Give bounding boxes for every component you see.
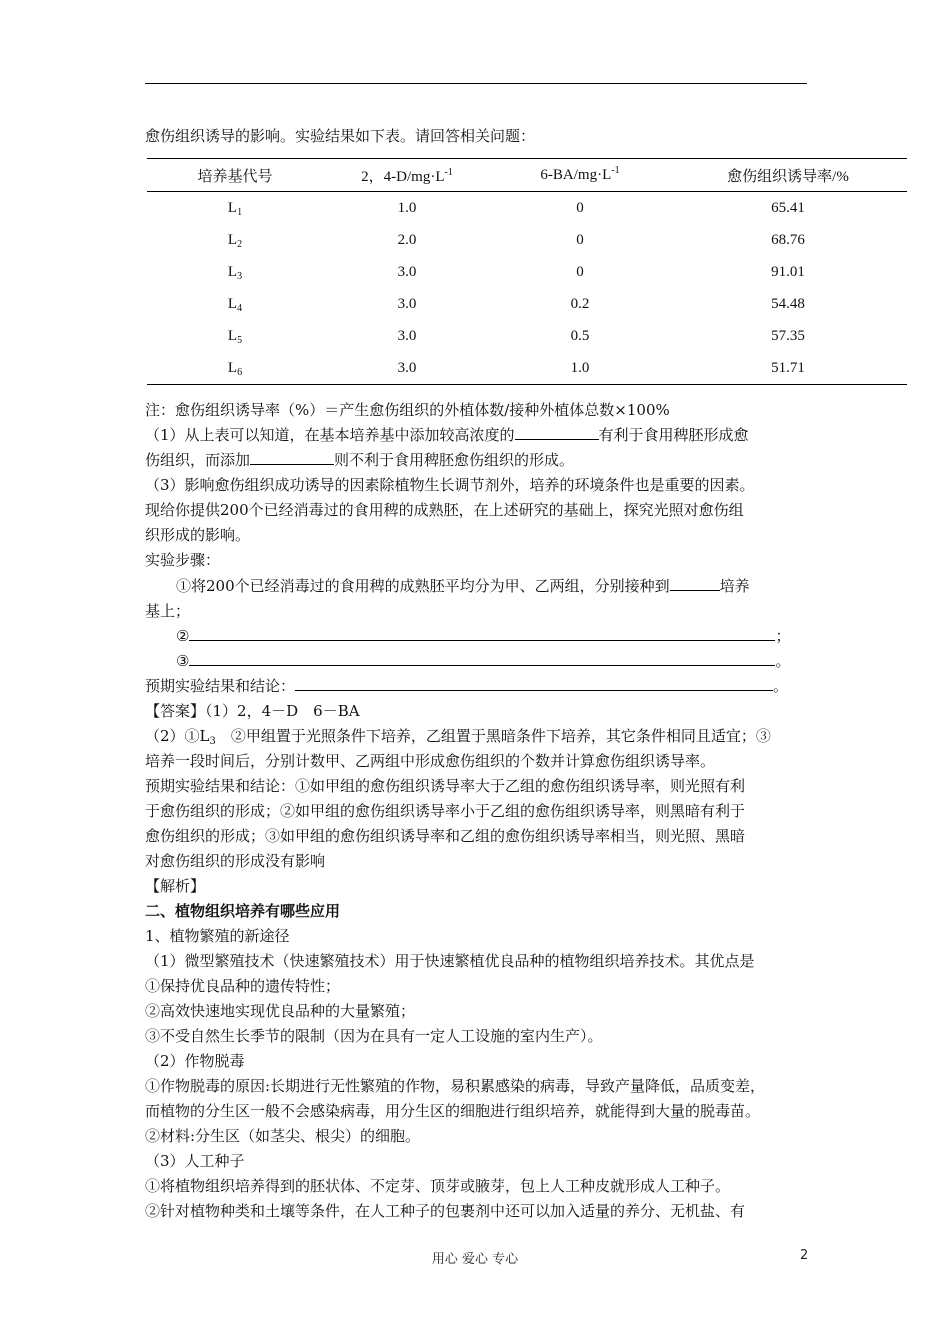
question-3-line: （3）影响愈伤组织成功诱导的因素除植物生长调节剂外，培养的环境条件也是重要的因素。 [145, 476, 755, 494]
answer-predict-line: 愈伤组织的形成；③如甲组的愈伤组织诱导率和乙组的愈伤组织诱导率相当，则光照、黑暗 [145, 827, 746, 845]
table-note: 注：愈伤组织诱导率（%）＝产生愈伤组织的外植体数/接种外植体总数×100% [145, 401, 670, 419]
body-line: ①作物脱毒的原因:长期进行无性繁殖的作物，易积累感染的病毒，导致产量降低，品质变差， [145, 1077, 766, 1095]
answer-predict-line: 对愈伤组织的形成没有影响 [145, 852, 326, 870]
cell-rate: 54.48 [771, 295, 805, 312]
experiment-table [147, 158, 907, 385]
cell-6ba: 0 [576, 263, 584, 280]
cell-24d: 1.0 [397, 199, 417, 216]
answer-line-1: 【答案】（1）2，4－D 6－BA [145, 702, 360, 720]
body-line: 而植物的分生区一般不会感染病毒，用分生区的细胞进行组织培养，就能得到大量的脱毒苗。 [145, 1102, 761, 1120]
cell-code: $L_3$ [227, 263, 243, 282]
cell-24d: 3.0 [397, 295, 417, 312]
body-line: ①保持优良品种的遗传特性； [145, 977, 341, 995]
analysis-label: 【解析】 [145, 877, 206, 895]
body-line: （1）微型繁殖技术（快速繁殖技术）用于快速繁植优良品种的植物组织培养技术。其优点是 [145, 952, 755, 970]
page-footer: 用心 爱心 专心 [431, 1252, 519, 1267]
table-row [147, 352, 907, 385]
question-3-line: 织形成的影响。 [145, 526, 251, 544]
answer-predict-line: 于愈伤组织的形成；②如甲组的愈伤组织诱导率小于乙组的愈伤组织诱导率，则黑暗有利于 [145, 802, 746, 820]
header-rule [145, 83, 807, 84]
answer-blank [250, 450, 334, 465]
cell-6ba: 0.5 [570, 327, 590, 344]
col-header: $6-BA/mg\cdot L^{-1}$ [491, 159, 669, 192]
body-line: ②材料:分生区（如茎尖、根尖）的细胞。 [145, 1127, 421, 1145]
answer-line-2: $(2)①L_3$ ②甲组置于光照条件下培养，乙组置于黑暗条件下培养，其它条件相同且适宜；③ [145, 727, 771, 747]
question-1-line-1: （1）从上表可以知道，在基本培养基中添加较高浓度的 有利于食用稗胚形成愈 [145, 426, 749, 444]
answer-blank [189, 626, 775, 641]
cell-6ba: 1.0 [491, 352, 669, 385]
cell-code: $L_6$ [147, 352, 323, 385]
table-row [147, 288, 907, 320]
body-line: ②针对植物种类和土壤等条件，在人工种子的包裹剂中还可以加入适量的养分、无机盐、有 [145, 1202, 746, 1220]
cell-rate: 57.35 [771, 327, 805, 344]
step-1-cont: 基上； [145, 602, 191, 620]
predict-line: 预期实验结果和结论： 。 [145, 677, 789, 695]
step-2: ② ； [176, 627, 791, 645]
answer-blank [189, 651, 775, 666]
table-row [147, 256, 907, 288]
page-number: 2 [800, 1248, 809, 1263]
answer-blank [670, 576, 720, 591]
cell-24d: 3.0 [397, 263, 417, 280]
section-title: 二、植物组织培养有哪些应用 [145, 902, 341, 920]
col-header: 愈伤组织诱导率/% [669, 159, 907, 192]
cell-rate: 51.71 [669, 352, 907, 385]
cell-6ba: 0 [576, 199, 584, 216]
table-row [147, 320, 907, 352]
table-row [147, 192, 907, 225]
body-line: ①将植物组织培养得到的胚状体、不定芽、顶芽或腋芽，包上人工种皮就形成人工种子。 [145, 1177, 731, 1195]
body-line: （2）作物脱毒 [145, 1052, 245, 1070]
cell-24d: 3.0 [323, 352, 491, 385]
col-header: 2，$4-D/mg\cdot L^{-1}$ [323, 159, 491, 192]
step-1: ①将200个已经消毒过的食用稗的成熟胚平均分为甲、乙两组，分别接种到 培养 [176, 577, 750, 595]
answer-blank [515, 425, 599, 440]
cell-code: $L_2$ [227, 231, 243, 250]
body-line: 1、植物繁殖的新途径 [145, 927, 290, 945]
cell-24d: 3.0 [397, 327, 417, 344]
cell-24d: 2.0 [397, 231, 417, 248]
table-row [147, 224, 907, 256]
step-3: ③ 。 [176, 652, 791, 670]
answer-line-3: 培养一段时间后，分别计数甲、乙两组中形成愈伤组织的个数并计算愈伤组织诱导率。 [145, 752, 716, 770]
cell-rate: 65.41 [771, 199, 805, 216]
intro-text: 愈伤组织诱导的影响。实验结果如下表。请回答相关问题： [145, 127, 536, 145]
cell-rate: 91.01 [771, 263, 805, 280]
table-header-row [147, 159, 907, 192]
cell-6ba: 0 [576, 231, 584, 248]
cell-code: $L_4$ [227, 295, 243, 314]
body-line: （3）人工种子 [145, 1152, 245, 1170]
answer-blank [295, 676, 773, 691]
cell-code: $L_5$ [227, 327, 243, 346]
col-header: 培养基代号 [147, 159, 323, 192]
answer-predict-line: 预期实验结果和结论：①如甲组的愈伤组织诱导率大于乙组的愈伤组织诱导率，则光照有利 [145, 777, 746, 795]
question-1-line-2: 伤组织，而添加 则不利于食用稗胚愈伤组织的形成。 [145, 451, 575, 469]
question-3-line: 现给你提供200个已经消毒过的食用稗的成熟胚，在上述研究的基础上，探究光照对愈伤组 [145, 501, 744, 519]
cell-6ba: 0.2 [570, 295, 590, 312]
steps-title: 实验步骤： [145, 551, 221, 569]
body-line: ②高效快速地实现优良品种的大量繁殖； [145, 1002, 416, 1020]
cell-code: $L_1$ [227, 199, 243, 218]
cell-rate: 68.76 [771, 231, 805, 248]
body-line: ③不受自然生长季节的限制（因为在具有一定人工设施的室内生产）。 [145, 1027, 603, 1045]
